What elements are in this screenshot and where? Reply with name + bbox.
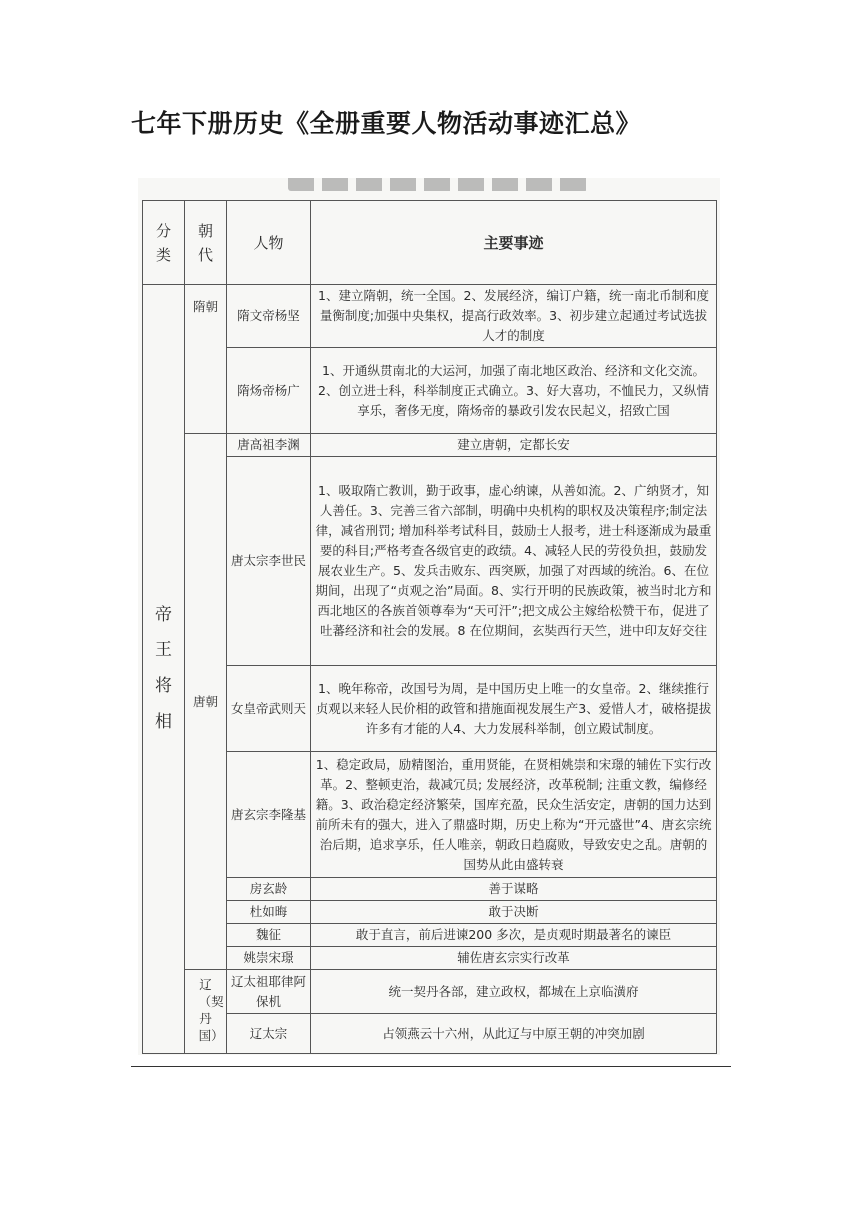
deeds-cell: 辅佐唐玄宗实行改革	[311, 947, 717, 970]
deeds-cell: 1、开通纵贯南北的大运河，加强了南北地区政治、经济和文化交流。2、创立进士科，科举制度正式确立。3、好大喜功，不恤民力，又纵情享乐，奢侈无度，隋炀帝的暴政引发农民起义，招致亡国	[311, 348, 717, 434]
person-cell: 女皇帝武则天	[227, 666, 311, 752]
deeds-cell: 1、建立隋朝，统一全国。2、发展经济，编订户籍，统一南北币制和度量衡制度;加强中央集权，提高行政效率。3、初步建立起通过考试选拔人才的制度	[311, 285, 717, 348]
table-row	[143, 1014, 717, 1054]
table-row	[143, 970, 717, 1014]
bottom-divider	[131, 1066, 731, 1067]
person-cell: 唐太宗李世民	[227, 457, 311, 666]
person-cell: 杜如晦	[227, 901, 311, 924]
deeds-cell: 1、晚年称帝，改国号为周，是中国历史上唯一的女皇帝。2、继续推行贞观以来轻人民价相的政管和措施面视发展生产3、爱惜人才，破格提拔许多有才能的人4、大力发展科举制，创立殿试制度。	[311, 666, 717, 752]
table-row	[143, 285, 717, 348]
document-title: 七年下册历史《全册重要人物活动事迹汇总》	[131, 109, 642, 138]
deeds-cell: 占领燕云十六州，从此辽与中原王朝的冲突加剧	[311, 1014, 717, 1054]
table-row	[143, 752, 717, 878]
dynasty-tang: 唐朝	[185, 434, 227, 970]
table-row	[143, 924, 717, 947]
person-cell: 隋文帝杨坚	[227, 285, 311, 348]
deeds-cell: 1、稳定政局，励精图治，重用贤能，在贤相姚崇和宋璟的辅佐下实行改革。2、整顿吏治，裁减冗员; 发展经济，改革税制; 注重文教，编修经籍。3、政治稳定经济繁荣，国库充盈，民众生活安定，唐朝的国力达到前所未有的强大，进入了鼎盛时期，历史上称为“开元盛世”4、唐玄宗统治后期，追求享乐，任人唯亲，朝政日趋腐败，导致安史之乱。唐朝的国势从此由盛转衰	[311, 752, 717, 878]
table-row	[143, 878, 717, 901]
deeds-cell: 建立唐朝，定都长安	[311, 434, 717, 457]
header-dynasty: 朝代	[185, 201, 227, 285]
deeds-cell: 敢于决断	[311, 901, 717, 924]
person-cell: 魏征	[227, 924, 311, 947]
header-person: 人物	[227, 201, 311, 285]
deeds-cell: 统一契丹各部，建立政权，都城在上京临潢府	[311, 970, 717, 1014]
table-row	[143, 901, 717, 924]
person-cell: 隋炀帝杨广	[227, 348, 311, 434]
person-cell: 房玄龄	[227, 878, 311, 901]
deeds-cell: 1、吸取隋亡教训，勤于政事，虚心纳谏，从善如流。2、广纳贤才，知人善任。3、完善三省六部制，明确中央机构的职权及决策程序;制定法律，减省刑罚; 增加科举考试科目，鼓励士人报考，进士科逐渐成为最重要的科目;严格考查各级官吏的政绩。4、减轻人民的劳役负担，鼓励发展农业生产。5、发兵击败东、西突厥，加强了对西域的统治。6、在位期间，出现了“贞观之治”局面。8、实行开明的民族政策，被当时北方和西北地区的各族首领尊奉为“天可汗”;把文成公主嫁给松赞干布，促进了吐蕃经济和社会的发展。8 在位期间，玄奘西行天竺，进中印友好交往	[311, 457, 717, 666]
person-cell: 唐高祖李渊	[227, 434, 311, 457]
deeds-cell: 善于谋略	[311, 878, 717, 901]
table-row	[143, 666, 717, 752]
person-cell: 辽太祖耶律阿保机	[227, 970, 311, 1014]
faded-photo-heading	[288, 178, 588, 191]
person-cell: 辽太宗	[227, 1014, 311, 1054]
dynasty-sui: 隋朝	[185, 285, 227, 434]
deeds-cell: 敢于直言，前后进谏200 多次，是贞观时期最著名的谏臣	[311, 924, 717, 947]
category-cell: 帝王将相	[143, 285, 185, 1054]
person-cell: 姚崇宋璟	[227, 947, 311, 970]
header-deeds: 主要事迹	[311, 201, 717, 285]
header-row	[143, 201, 717, 285]
person-cell: 唐玄宗李隆基	[227, 752, 311, 878]
table-row	[143, 947, 717, 970]
table-photo	[138, 178, 720, 1055]
figures-table	[142, 200, 717, 1054]
table-row	[143, 348, 717, 434]
header-category: 分类	[143, 201, 185, 285]
table-row	[143, 457, 717, 666]
table-row	[143, 434, 717, 457]
dynasty-liao: 辽（契丹国）	[185, 970, 227, 1054]
